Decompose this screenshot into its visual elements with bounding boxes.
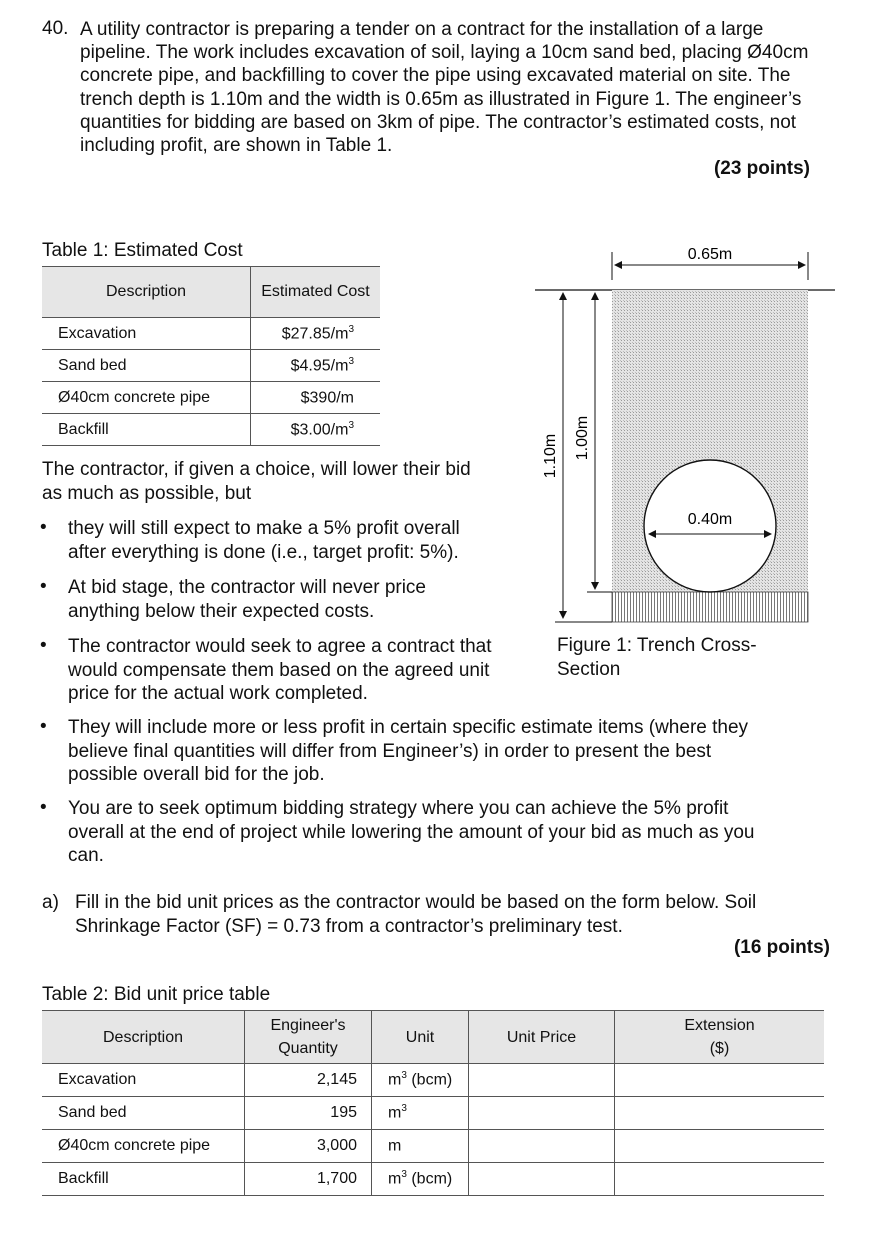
unit-price-cell[interactable] (469, 1064, 615, 1097)
unit-exponent: 3 (348, 355, 354, 367)
extension-cell[interactable] (615, 1064, 825, 1097)
table1-caption: Table 1: Estimated Cost (42, 240, 243, 261)
row-description: Backfill (42, 414, 251, 446)
bullet-line: can. (68, 845, 104, 866)
row-description: Excavation (42, 318, 251, 350)
bullet-item (68, 635, 492, 706)
header-quantity-line: Engineer's (270, 1017, 346, 1034)
header-extension-line: Extension (684, 1017, 755, 1034)
extension-cell[interactable] (615, 1163, 825, 1196)
question-text: A utility contractor is preparing a tender on a contract for the installation of a large pipeline. The work includes excavation of soil, laying a 10cm sand bed, placing Ø40cm concrete pipe, and backfilling to cover the pipe using excavated material on site. The trench depth is 1.10m and the width is 0.65m as illustrated in Figure 1. The engineer’s quantities for bidding are based on 3km of pipe. The contractor’s estimated costs, not including profit, are shown in Table 1. (80, 19, 809, 157)
unit-exponent: 3 (401, 1169, 407, 1181)
header-unit-price: Unit Price (469, 1011, 615, 1064)
unit-text: m (388, 1170, 402, 1188)
row-quantity: 195 (245, 1097, 372, 1130)
bullet-dot: • (40, 797, 47, 818)
bullet-line: after everything is done (i.e., target profit: 5%). (68, 541, 459, 563)
bullet-item (68, 517, 460, 564)
unit-price-cell[interactable] (469, 1130, 615, 1163)
unit-suffix: (bcm) (406, 1071, 453, 1089)
bid-unit-price-table (42, 1010, 824, 1196)
header-description: Description (42, 267, 251, 318)
bullet-line: overall at the end of project while lowering the amount of your bid as much as you (68, 821, 755, 843)
figure-caption (557, 634, 757, 681)
unit-exponent: 3 (348, 323, 354, 335)
intro-paragraph (42, 458, 471, 505)
header-quantity (245, 1011, 372, 1064)
header-estimated-cost: Estimated Cost (251, 267, 381, 318)
intro-line: The contractor, if given a choice, will lower their bid (42, 459, 471, 480)
pipe-diameter-label: 0.40m (687, 511, 733, 528)
row-quantity: 1,700 (245, 1163, 372, 1196)
unit-text: m (388, 1104, 402, 1122)
unit-price-cell[interactable] (469, 1097, 615, 1130)
row-description: Sand bed (42, 350, 251, 382)
table-header-row (42, 1011, 824, 1064)
figure-caption-line: Figure 1: Trench Cross- (557, 635, 757, 656)
row-unit (372, 1097, 469, 1130)
header-description: Description (42, 1011, 245, 1064)
row-cost (251, 318, 381, 350)
bullet-item (68, 797, 755, 868)
bullet-dot: • (40, 716, 47, 737)
unit-text: m (388, 1071, 402, 1089)
table-row (42, 318, 380, 350)
cost-value: $4.95/m (290, 357, 349, 375)
part-a-points: (16 points) (733, 937, 830, 958)
table-row (42, 414, 380, 446)
extension-cell[interactable] (615, 1097, 825, 1130)
bullet-line: possible overall bid for the job. (68, 764, 325, 785)
cost-value: $390/m (300, 389, 354, 407)
trench-cross-section-figure (525, 238, 845, 628)
figure-caption-line: Section (557, 658, 621, 680)
table-row (42, 1097, 824, 1130)
row-unit (372, 1130, 469, 1163)
total-depth-label: 1.10m (542, 433, 559, 479)
bullet-line: The contractor would seek to agree a contract that (68, 636, 492, 657)
bullet-dot: • (40, 635, 47, 656)
row-description: Excavation (42, 1064, 245, 1097)
row-cost (251, 382, 381, 414)
table-row (42, 1163, 824, 1196)
inner-depth-label: 1.00m (574, 415, 591, 461)
header-extension-line: ($) (709, 1040, 730, 1057)
question-points: (23 points) (713, 158, 810, 179)
estimated-cost-table (42, 266, 380, 446)
table-row (42, 1064, 824, 1097)
unit-exponent: 3 (401, 1070, 407, 1082)
row-cost (251, 414, 381, 446)
bullet-line: At bid stage, the contractor will never price (68, 577, 427, 598)
bullet-line: they will still expect to make a 5% profit overall (68, 518, 460, 539)
bullet-line: price for the actual work completed. (68, 683, 368, 704)
header-unit: Unit (372, 1011, 469, 1064)
row-quantity: 3,000 (245, 1130, 372, 1163)
table2-caption: Table 2: Bid unit price table (42, 984, 271, 1005)
bullet-dot: • (40, 576, 47, 597)
cost-value: $3.00/m (290, 421, 349, 439)
row-description: Sand bed (42, 1097, 245, 1130)
row-unit (372, 1163, 469, 1196)
row-description: Ø40cm concrete pipe (42, 382, 251, 414)
header-extension (615, 1011, 825, 1064)
bullet-line: anything below their expected costs. (68, 600, 375, 622)
row-description: Ø40cm concrete pipe (42, 1130, 245, 1163)
part-a-line: Shrinkage Factor (SF) = 0.73 from a contractor’s preliminary test. (75, 915, 623, 937)
table-header-row (42, 267, 380, 318)
sand-bed (612, 592, 808, 622)
part-a-line: Fill in the bid unit prices as the contractor would be based on the form below. Soil (75, 892, 757, 913)
table-row (42, 350, 380, 382)
row-unit (372, 1064, 469, 1097)
table-row (42, 1130, 824, 1163)
part-a-label: a) (42, 892, 59, 913)
width-label: 0.65m (687, 246, 733, 263)
bullet-item (68, 576, 426, 623)
unit-suffix: (bcm) (406, 1170, 453, 1188)
bullet-line: You are to seek optimum bidding strategy where you can achieve the 5% profit (68, 798, 729, 819)
bullet-line: would compensate them based on the agreed unit (68, 659, 490, 681)
bullet-line: They will include more or less profit in certain specific estimate items (where they (68, 717, 749, 738)
unit-price-cell[interactable] (469, 1163, 615, 1196)
table-row (42, 382, 380, 414)
row-description: Backfill (42, 1163, 245, 1196)
bullet-line: believe final quantities will differ from Engineer’s) in order to present the best (68, 740, 712, 762)
part-a-text (75, 891, 756, 938)
cost-value: $27.85/m (281, 325, 349, 343)
extension-cell[interactable] (615, 1130, 825, 1163)
intro-line: as much as possible, but (42, 482, 252, 504)
unit-exponent: 3 (348, 419, 354, 431)
row-cost (251, 350, 381, 382)
question-number: 40. (42, 18, 69, 39)
bullet-item (68, 716, 748, 787)
bullet-dot: • (40, 517, 47, 538)
unit-text: m (388, 1137, 402, 1155)
row-quantity: 2,145 (245, 1064, 372, 1097)
unit-exponent: 3 (401, 1103, 407, 1115)
header-quantity-line: Quantity (278, 1040, 338, 1057)
